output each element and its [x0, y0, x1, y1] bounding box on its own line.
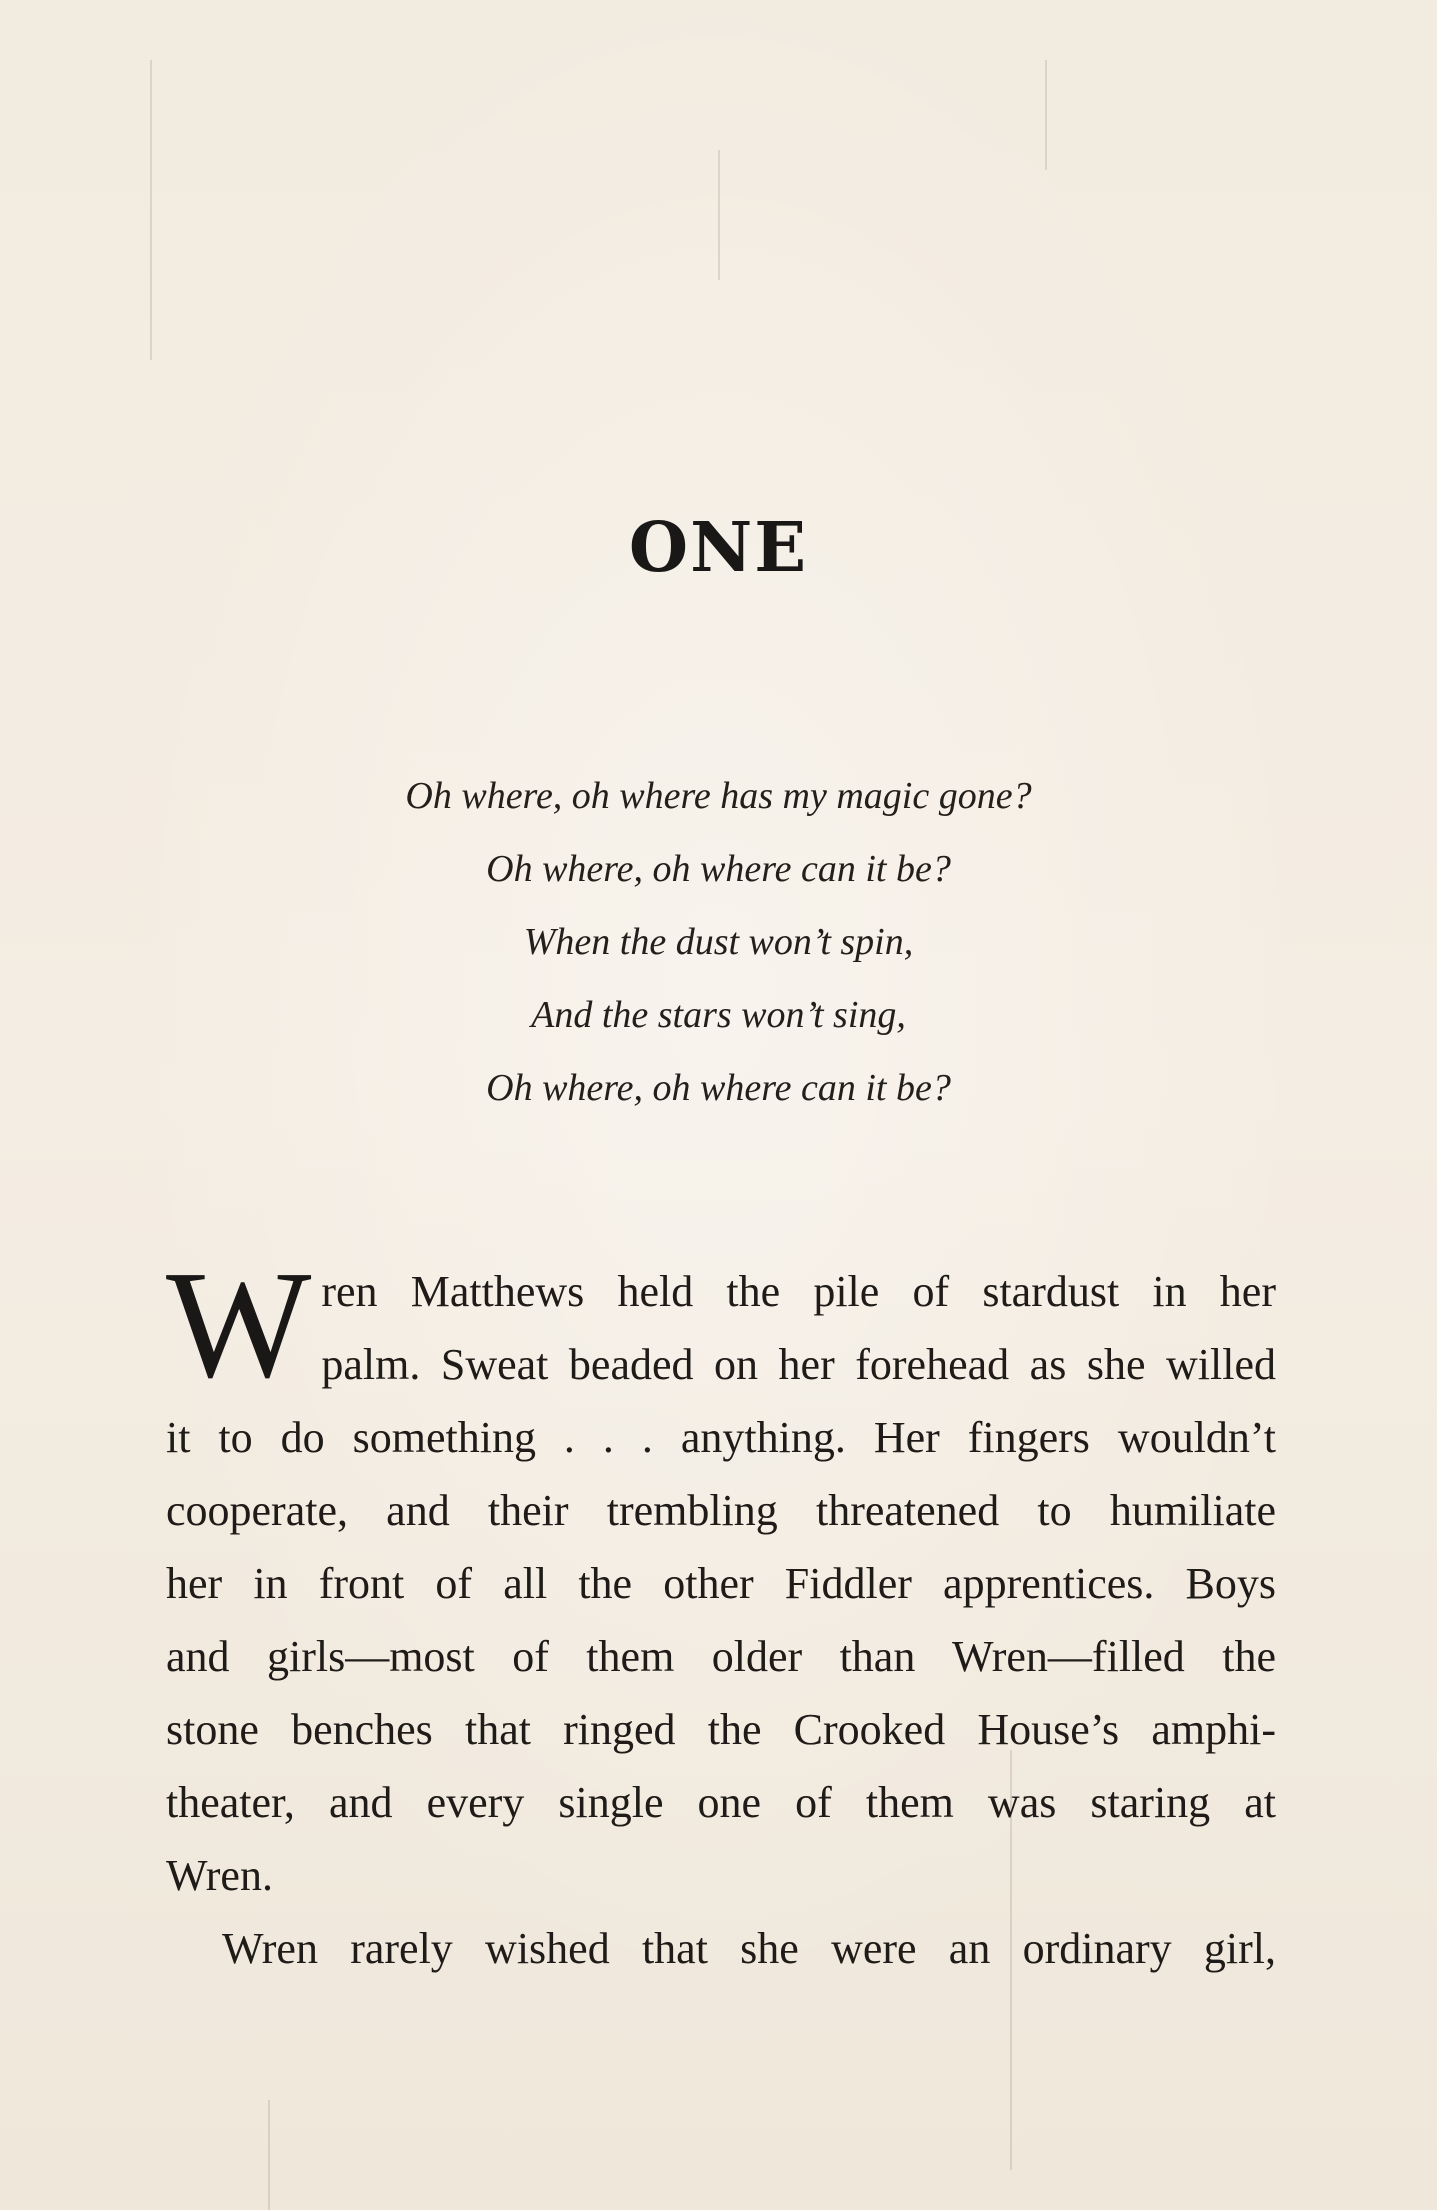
paragraph: [166, 1912, 1276, 1985]
epigraph-line: And the stars won’t sing,: [531, 994, 906, 1036]
chapter-heading: ONE: [628, 508, 809, 588]
chapter-body: [166, 1240, 1276, 1985]
epigraph-line: Oh where, oh where can it be?: [486, 848, 951, 890]
text-line: palm. Sweat beaded on her forehead as she willed: [321, 1340, 1276, 1389]
epigraph-line: Oh where, oh where can it be?: [486, 1067, 951, 1109]
epigraph: [0, 760, 1437, 1125]
text-line: stone benches that ringed the Crooked House’s amphi-: [166, 1705, 1276, 1754]
text-line: her in front of all the other Fiddler apprentices. Boys: [166, 1559, 1276, 1608]
text-line: Wren.: [166, 1851, 273, 1900]
scan-fold-mark: [718, 150, 720, 280]
scan-fold-mark: [150, 60, 152, 360]
text-line: ren Matthews held the pile of stardust in her: [321, 1267, 1276, 1316]
epigraph-line: When the dust won’t spin,: [523, 921, 914, 963]
text-line: and girls—most of them older than Wren—filled the: [166, 1632, 1276, 1681]
drop-cap: W: [166, 1240, 312, 1410]
paragraph: [166, 1240, 1276, 1912]
text-line: it to do something . . . anything. Her fingers wouldn’t: [166, 1413, 1276, 1462]
text-line: cooperate, and their trembling threatened to humiliate: [166, 1486, 1276, 1535]
text-line: Wren rarely wished that she were an ordinary girl,: [222, 1924, 1276, 1973]
epigraph-line: Oh where, oh where has my magic gone?: [405, 775, 1032, 817]
text-line: theater, and every single one of them was staring at: [166, 1778, 1276, 1827]
scan-fold-mark: [1045, 60, 1047, 170]
scan-fold-mark: [268, 2100, 270, 2210]
